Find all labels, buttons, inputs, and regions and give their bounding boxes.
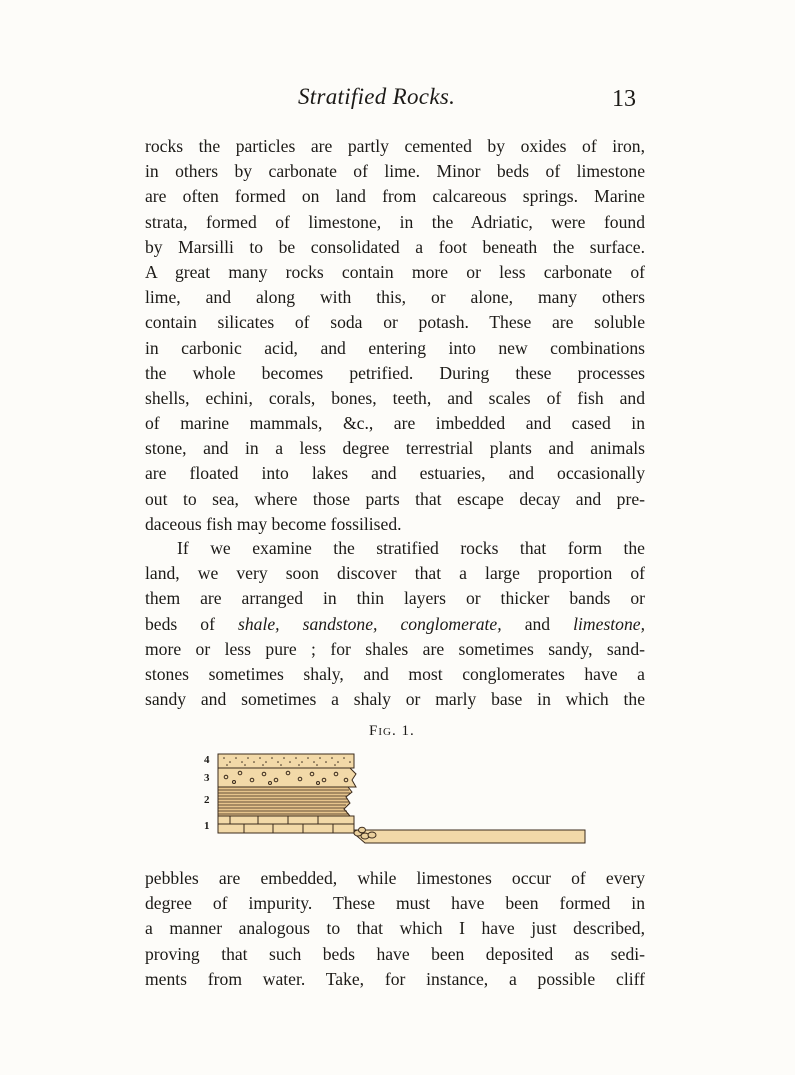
term-sandstone: sandstone, [302,613,378,634]
text-line: contain silicates of soda or potash. These are soluble [145,312,645,333]
layer-3-conglomerate [218,768,356,787]
text-line: degree of impurity. These must have been formed in [145,893,645,914]
paragraph-stratified-rocks [145,536,645,712]
layer-label-4: 4 [204,754,210,766]
text-line: out to sea, where those parts that escape decay and pre- [145,488,645,509]
text-line: are often formed on land from calcareous springs. Marine [145,186,645,207]
text-line: by Marsilli to be consolidated a foot beneath the surface. [145,236,645,257]
text-line: strata, formed of limestone, in the Adriatic, were found [145,211,645,232]
layer-1-limestone [218,816,354,833]
text-line: shells, echini, corals, bones, teeth, and scales of fish and [145,387,645,408]
text-run: and [501,613,574,634]
text-run: beds of [145,613,239,634]
text-line: land, we very soon discover that a large proportion of [145,563,645,584]
text-line: ments from water. Take, for instance, a possible cliff [145,968,645,989]
layer-4-sandstone [218,754,354,768]
page-number: 13 [612,86,636,112]
text-line: stone, and in a less degree terrestrial plants and animals [145,438,645,459]
paragraph-after-figure [145,866,645,992]
text-line: proving that such beds have been deposited as sedi- [145,943,645,964]
text-line: rocks the particles are partly cemented by oxides of iron, [145,136,645,156]
layer-label-2: 2 [204,794,210,806]
paragraph-continued [145,134,645,537]
term-limestone: limestone, [573,613,645,634]
layer-label-3: 3 [204,772,210,784]
text-line: them are arranged in thin layers or thicker bands or [145,588,645,609]
running-title: Stratified Rocks. [298,84,456,109]
text-line: sandy and sometimes a shaly or marly base in which the [145,689,645,710]
text-line: in others by carbonate of lime. Minor beds of limestone [145,161,645,182]
text-line: If we examine the stratified rocks that form the [177,538,645,558]
figure-caption: Fig. 1. [369,723,415,739]
sea-floor [350,830,585,843]
text-line: the whole becomes petrified. During these processes [145,362,645,383]
term-shale: shale, [238,613,280,634]
term-conglomerate: conglomerate, [400,613,502,634]
text-line: stones sometimes shaly, and most conglomerates have a [145,663,645,684]
text-line: pebbles are embedded, while limestones occur of every [145,868,645,888]
text-line-with-terms [145,612,645,637]
layer-2-shale [218,787,352,816]
text-line: lime, and along with this, or alone, many others [145,287,645,308]
pebble-pile [354,827,376,839]
text-line: daceous fish may become fossilised. [145,513,402,534]
text-line: of marine mammals, &c., are imbedded and cased in [145,413,645,434]
text-line: a manner analogous to that which I have just described, [145,918,645,939]
text-line: in carbonic acid, and entering into new combinations [145,337,645,358]
text-line: are floated into lakes and estuaries, and occasionally [145,463,645,484]
text-line: A great many rocks contain more or less carbonate of [145,261,645,282]
layer-label-1: 1 [204,820,210,832]
text-line: more or less pure ; for shales are sometimes sandy, sand- [145,638,645,659]
strata-figure [200,747,590,847]
